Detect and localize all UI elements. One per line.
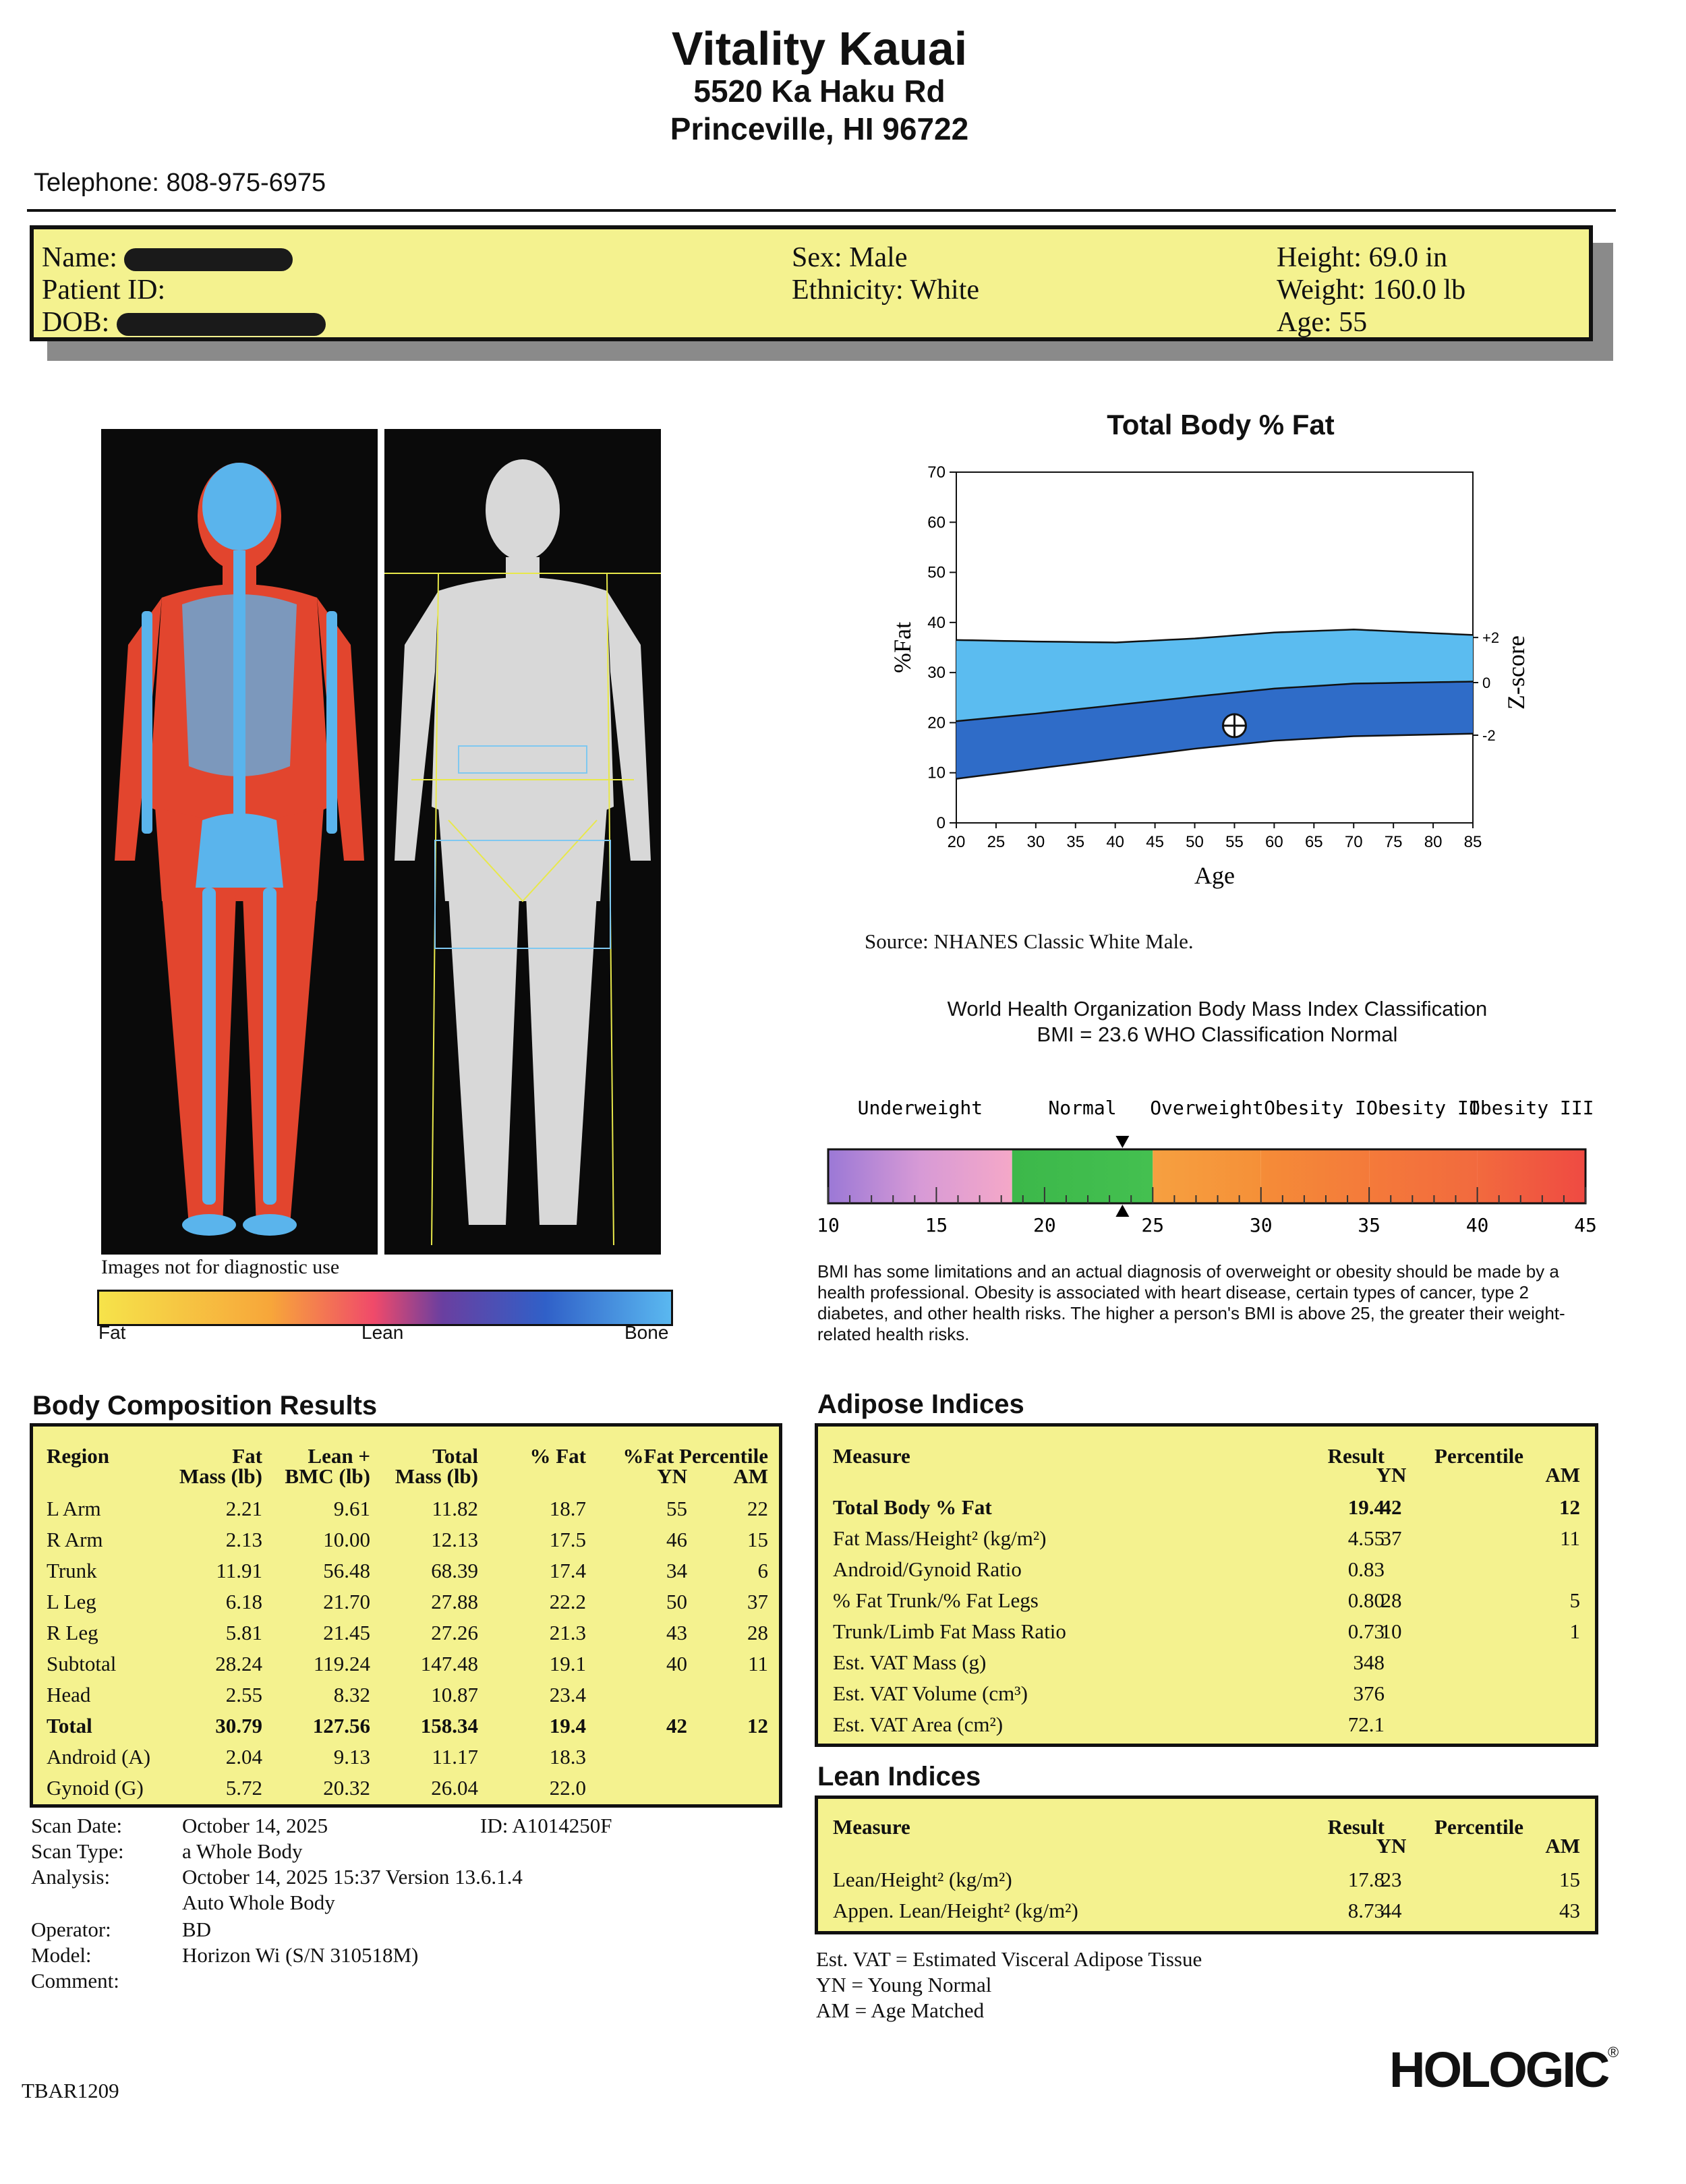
bmi-scale <box>809 1091 1605 1240</box>
bmi-band-obesity-ii <box>1369 1149 1477 1203</box>
bc-fat-mass: 2.13 <box>225 1528 262 1551</box>
bc-fat-mass: 6.18 <box>225 1590 262 1613</box>
model: Horizon Wi (S/N 310518M) <box>182 1943 419 1967</box>
analysis-line1: October 14, 2025 15:37 Version 13.6.1.4 <box>182 1865 523 1889</box>
bc-lean-bmc: 8.32 <box>333 1683 370 1706</box>
lean-am: 15 <box>1559 1868 1580 1891</box>
bmi-disclaimer: BMI has some limitations and an actual diagnosis of overweight or obesity should be made by a health professional. Obesity is associated with heart disease, certain types of cancer, type 2 diabetes, and other health risks. The higher a person's BMI is above 25, the greater their weight-related health risks. <box>817 1261 1565 1344</box>
bmi-tick-label: 20 <box>1033 1214 1056 1236</box>
scale-label-bone: Bone <box>624 1322 669 1343</box>
bc-lean-bmc: 9.61 <box>333 1497 370 1520</box>
bc-pct-fat: 19.1 <box>549 1652 586 1675</box>
bmi-tick-label: 25 <box>1141 1214 1165 1236</box>
adipose-result: 348 <box>1353 1650 1385 1674</box>
x-tick-label: 60 <box>1265 833 1283 851</box>
z-tick-label: -2 <box>1482 727 1496 744</box>
bc-yn: 42 <box>666 1714 687 1737</box>
x-tick-label: 65 <box>1304 833 1323 851</box>
patient-info-box <box>30 225 1593 341</box>
adipose-measure: % Fat Trunk/% Fat Legs <box>833 1588 1039 1612</box>
bc-am: 28 <box>747 1621 768 1644</box>
lean-yn: 44 <box>1380 1899 1402 1922</box>
x-tick-label: 40 <box>1106 833 1125 851</box>
bmi-category-label: Obesity I <box>1264 1097 1366 1119</box>
adipose-yn: 37 <box>1380 1526 1402 1550</box>
bc-lean-bmc: 10.00 <box>323 1528 370 1551</box>
name-redaction <box>124 248 293 271</box>
bc-total-mass: 68.39 <box>431 1559 478 1582</box>
x-tick-label: 70 <box>1344 833 1363 851</box>
adipose-measure: Fat Mass/Height² (kg/m²) <box>833 1526 1047 1550</box>
x-tick-label: 20 <box>947 833 966 851</box>
scale-label-fat: Fat <box>98 1322 126 1343</box>
bc-lean-bmc: 21.45 <box>323 1621 370 1644</box>
scan-type: a Whole Body <box>182 1839 303 1863</box>
bc-total-mass: 27.26 <box>431 1621 478 1644</box>
bmi-classification: BMI = 23.6 WHO Classification Normal <box>1037 1023 1398 1046</box>
bmi-band-obesity-iii <box>1478 1149 1586 1203</box>
bc-total-mass: 158.34 <box>420 1714 478 1737</box>
bc-pct-fat: 17.4 <box>549 1559 586 1582</box>
bc-yn: 46 <box>666 1528 687 1551</box>
bc-fat-mass: 28.24 <box>215 1652 262 1675</box>
patient-weight: Weight: 160.0 lb <box>1277 275 1466 306</box>
adipose-result: 376 <box>1353 1682 1385 1705</box>
adipose-yn: 28 <box>1380 1588 1402 1612</box>
bc-total-mass: 26.04 <box>431 1776 478 1800</box>
adipose-am: 12 <box>1559 1495 1580 1519</box>
body-composition-table <box>30 1423 782 1808</box>
bc-region: L Arm <box>47 1497 101 1520</box>
patient-marker <box>1223 714 1246 737</box>
bmi-tick-label: 15 <box>925 1214 948 1236</box>
bc-fat-mass: 2.55 <box>225 1683 262 1706</box>
lean-hdr-measure: Measure <box>833 1815 910 1839</box>
x-tick-label: 35 <box>1066 833 1085 851</box>
bc-fat-mass: 2.21 <box>225 1497 262 1520</box>
patient-age: Age: 55 <box>1277 307 1368 338</box>
bmi-marker-bottom <box>1115 1205 1129 1217</box>
hdr-fat-1: Fat <box>232 1444 262 1468</box>
adipose-am: 1 <box>1569 1619 1580 1643</box>
adipose-indices-title: Adipose Indices <box>817 1389 1024 1419</box>
patient-height: Height: 69.0 in <box>1277 242 1448 273</box>
y-tick-label: 20 <box>927 714 946 732</box>
bc-am: 22 <box>747 1497 768 1520</box>
color-body-scan-image <box>101 429 378 1255</box>
x-tick-label: 85 <box>1463 833 1482 851</box>
lean-yn: 23 <box>1380 1868 1402 1891</box>
bc-fat-mass: 5.72 <box>225 1776 262 1800</box>
bc-region: Head <box>47 1683 91 1706</box>
bmi-category-label: Obesity II <box>1366 1097 1480 1119</box>
hdr-percentile: %Fat Percentile <box>622 1444 768 1468</box>
name-label: Name: <box>42 242 117 273</box>
z-axis-label: Z-score <box>1503 635 1530 710</box>
x-tick-label: 30 <box>1026 833 1045 851</box>
hdr-yn: YN <box>657 1464 687 1488</box>
bc-lean-bmc: 20.32 <box>323 1776 370 1800</box>
report-code: TBAR1209 <box>22 2079 119 2102</box>
y-tick-label: 50 <box>927 563 946 582</box>
bc-pct-fat: 23.4 <box>549 1683 586 1706</box>
bc-lean-bmc: 21.70 <box>323 1590 370 1613</box>
scan-date: October 14, 2025 <box>182 1814 328 1837</box>
lean-measure: Appen. Lean/Height² (kg/m²) <box>833 1899 1078 1922</box>
comment-label: Comment: <box>31 1969 119 1992</box>
bc-pct-fat: 18.3 <box>549 1745 586 1769</box>
z-tick-label: +2 <box>1482 629 1500 647</box>
bc-total-mass: 11.82 <box>432 1497 478 1520</box>
x-tick-label: 80 <box>1424 833 1443 851</box>
legend-note-vat: Est. VAT = Estimated Visceral Adipose Tissue <box>816 1947 1202 1971</box>
x-tick-label: 55 <box>1225 833 1244 851</box>
scan-date-label: Scan Date: <box>31 1814 123 1837</box>
y-tick-label: 30 <box>927 664 946 683</box>
bmi-band-overweight <box>1153 1149 1260 1203</box>
dob-redaction <box>117 313 326 336</box>
registered-mark: ® <box>1608 2044 1619 2061</box>
bc-am: 11 <box>748 1652 768 1675</box>
bmi-band-obesity-i <box>1261 1149 1369 1203</box>
adipose-indices-table <box>815 1423 1598 1747</box>
bc-pct-fat: 17.5 <box>549 1528 586 1551</box>
bc-region: Trunk <box>47 1559 97 1582</box>
bmi-tick-label: 40 <box>1465 1214 1489 1236</box>
bmi-category-label: Overweight <box>1150 1097 1264 1119</box>
bc-region: R Leg <box>47 1621 98 1644</box>
bmi-category-label: Normal <box>1048 1097 1117 1119</box>
adipose-yn: 10 <box>1380 1619 1402 1643</box>
y-tick-label: 10 <box>927 764 946 782</box>
adipose-hdr-result: Result <box>1327 1444 1385 1468</box>
bc-fat-mass: 5.81 <box>225 1621 262 1644</box>
bmi-tick-label: 45 <box>1574 1214 1597 1236</box>
bc-yn: 50 <box>666 1590 687 1613</box>
bc-yn: 40 <box>666 1652 687 1675</box>
clinic-telephone: Telephone: 808-975-6975 <box>34 169 326 197</box>
bc-region: R Arm <box>47 1528 103 1551</box>
adipose-measure: Est. VAT Area (cm²) <box>833 1713 1004 1736</box>
bc-fat-mass: 30.79 <box>215 1714 262 1737</box>
y-tick-label: 0 <box>936 814 946 832</box>
y-axis-label: %Fat <box>889 622 916 673</box>
lean-hdr-am: AM <box>1545 1834 1580 1858</box>
adipose-measure: Est. VAT Mass (g) <box>833 1650 987 1674</box>
dob-label: DOB: <box>42 307 110 338</box>
adipose-result: 0.83 <box>1347 1557 1385 1581</box>
bmi-category-label: Obesity III <box>1469 1097 1594 1119</box>
analysis-line2: Auto Whole Body <box>182 1891 335 1914</box>
scan-id: ID: A1014250F <box>480 1814 612 1837</box>
adipose-result: 19.4 <box>1347 1495 1385 1519</box>
adipose-measure: Android/Gynoid Ratio <box>833 1557 1022 1581</box>
adipose-result: 4.55 <box>1347 1526 1385 1550</box>
bc-lean-bmc: 127.56 <box>312 1714 370 1737</box>
lean-result: 8.73 <box>1347 1899 1385 1922</box>
bc-am: 12 <box>747 1714 768 1737</box>
bmi-tick-label: 30 <box>1249 1214 1273 1236</box>
hdr-pct-fat: % Fat <box>529 1444 586 1468</box>
lean-hdr-result: Result <box>1327 1815 1385 1839</box>
bc-pct-fat: 19.4 <box>549 1714 586 1737</box>
lean-indices-table <box>815 1795 1598 1934</box>
x-tick-label: 25 <box>987 833 1006 851</box>
lean-am: 43 <box>1559 1899 1580 1922</box>
bc-region: Subtotal <box>47 1652 117 1675</box>
patient-ethnicity: Ethnicity: White <box>792 275 980 306</box>
bc-region: Gynoid (G) <box>47 1776 144 1800</box>
adipose-am: 5 <box>1569 1588 1580 1612</box>
scan-type-label: Scan Type: <box>31 1839 124 1863</box>
model-label: Model: <box>31 1943 92 1967</box>
bc-yn: 55 <box>666 1497 687 1520</box>
bc-region: Total <box>47 1714 92 1737</box>
lean-measure: Lean/Height² (kg/m²) <box>833 1868 1012 1891</box>
bc-lean-bmc: 119.24 <box>313 1652 370 1675</box>
adipose-hdr-yn: YN <box>1376 1463 1407 1487</box>
bc-fat-mass: 11.91 <box>216 1559 262 1582</box>
y-tick-label: 40 <box>927 613 946 632</box>
hologic-logo: HOLOGIC <box>1389 2042 1608 2098</box>
header-divider <box>27 209 1616 212</box>
hdr-lean-1: Lean + <box>308 1444 370 1468</box>
legend-note-am: AM = Age Matched <box>816 1999 985 2022</box>
y-tick-label: 60 <box>927 513 946 532</box>
operator-label: Operator: <box>31 1918 111 1941</box>
bmi-tick-label: 35 <box>1358 1214 1381 1236</box>
bc-yn: 34 <box>666 1559 687 1582</box>
hdr-am: AM <box>733 1464 768 1488</box>
adipose-am: 11 <box>1560 1526 1580 1550</box>
body-composition-title: Body Composition Results <box>32 1391 378 1420</box>
x-tick-label: 50 <box>1186 833 1204 851</box>
bc-yn: 43 <box>666 1621 687 1644</box>
analysis-label: Analysis: <box>31 1865 111 1889</box>
lean-indices-title: Lean Indices <box>817 1762 981 1791</box>
clinic-address-line1: 5520 Ka Haku Rd <box>693 74 946 109</box>
lean-result: 17.8 <box>1347 1868 1385 1891</box>
patient-id-label: Patient ID: <box>42 275 166 306</box>
scale-label-lean: Lean <box>361 1322 404 1343</box>
tissue-color-scale <box>97 1290 673 1326</box>
bc-pct-fat: 21.3 <box>549 1621 586 1644</box>
clinic-name: Vitality Kauai <box>671 22 968 75</box>
legend-note-yn: YN = Young Normal <box>816 1973 992 1996</box>
bc-lean-bmc: 9.13 <box>333 1745 370 1769</box>
hdr-region: Region <box>47 1444 109 1468</box>
hdr-lean-2: BMC (lb) <box>285 1464 370 1488</box>
bc-am: 6 <box>757 1559 768 1582</box>
bc-total-mass: 147.48 <box>420 1652 478 1675</box>
adipose-hdr-am: AM <box>1545 1463 1580 1487</box>
bmi-band-underweight <box>828 1149 1012 1203</box>
patient-sex: Sex: Male <box>792 242 908 273</box>
bmi-category-label: Underweight <box>857 1097 983 1119</box>
body-fat-chart <box>877 459 1551 897</box>
hdr-total-1: Total <box>432 1444 478 1468</box>
bc-pct-fat: 22.2 <box>549 1590 586 1613</box>
adipose-result: 0.73 <box>1347 1619 1385 1643</box>
lean-hdr-yn: YN <box>1376 1834 1407 1858</box>
adipose-measure: Est. VAT Volume (cm³) <box>833 1682 1028 1705</box>
bc-total-mass: 10.87 <box>431 1683 478 1706</box>
adipose-result: 0.80 <box>1347 1588 1385 1612</box>
bc-am: 15 <box>747 1528 768 1551</box>
bc-am: 37 <box>747 1590 768 1613</box>
chart-source: Source: NHANES Classic White Male. <box>865 929 1194 953</box>
chart-title: Total Body % Fat <box>1107 409 1335 440</box>
y-tick-label: 70 <box>927 463 946 482</box>
x-axis-label: Age <box>1194 862 1235 889</box>
z-tick-label: 0 <box>1482 674 1491 691</box>
bmi-title: World Health Organization Body Mass Index Classification <box>947 997 1488 1021</box>
lean-hdr-percentile: Percentile <box>1434 1815 1523 1839</box>
clinic-address-line2: Princeville, HI 96722 <box>670 111 969 146</box>
x-tick-label: 45 <box>1146 833 1164 851</box>
hdr-total-2: Mass (lb) <box>395 1464 478 1488</box>
bc-region: Android (A) <box>47 1745 151 1769</box>
bmi-tick-label: 10 <box>817 1214 840 1236</box>
bc-pct-fat: 22.0 <box>549 1776 586 1800</box>
bc-region: L Leg <box>47 1590 96 1613</box>
adipose-hdr-measure: Measure <box>833 1444 910 1468</box>
bmi-marker-top <box>1115 1136 1129 1148</box>
adipose-hdr-percentile: Percentile <box>1434 1444 1523 1468</box>
grayscale-body-scan-image <box>384 429 661 1255</box>
x-tick-label: 75 <box>1384 833 1403 851</box>
bc-total-mass: 27.88 <box>431 1590 478 1613</box>
hdr-fat-2: Mass (lb) <box>179 1464 262 1488</box>
bc-lean-bmc: 56.48 <box>323 1559 370 1582</box>
operator: BD <box>182 1918 212 1941</box>
adipose-measure: Trunk/Limb Fat Mass Ratio <box>833 1619 1066 1643</box>
bc-total-mass: 11.17 <box>432 1745 478 1769</box>
bc-fat-mass: 2.04 <box>225 1745 262 1769</box>
image-disclaimer: Images not for diagnostic use <box>101 1256 340 1278</box>
adipose-yn: 42 <box>1380 1495 1402 1519</box>
bc-total-mass: 12.13 <box>431 1528 478 1551</box>
bc-pct-fat: 18.7 <box>549 1497 586 1520</box>
adipose-measure: Total Body % Fat <box>833 1495 992 1519</box>
adipose-result: 72.1 <box>1347 1713 1385 1736</box>
